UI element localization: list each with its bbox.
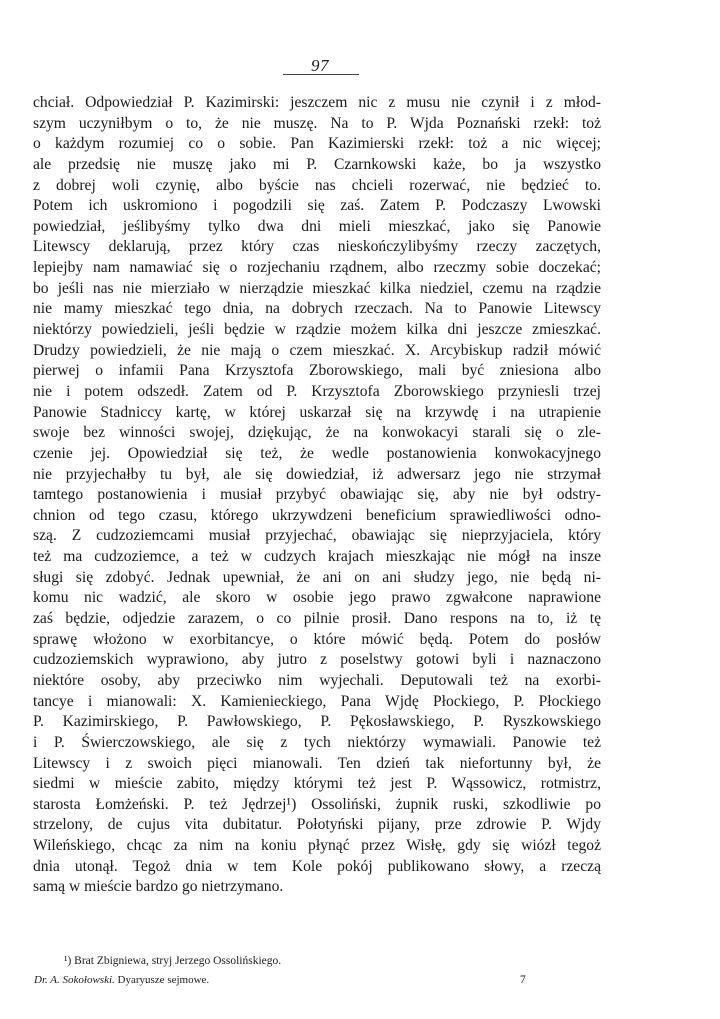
- text-line: siedmi w mieście zabito, między którymi też jest P. Wąssowicz, rotmistrz,: [33, 775, 601, 793]
- text-line: szą. Z cudzoziemcami musiał przyjechać, obawiając się nieprzyjaciela, który: [33, 527, 601, 545]
- footnote: [64, 955, 281, 967]
- text-line: z dobrej woli czynię, albo byście nas chcieli rozerwać, nie będzieć to.: [33, 176, 601, 194]
- body-text: [33, 93, 601, 898]
- text-line: Panowie Stadniccy kartę, w której uskarzał się na krzywdę i na utrapienie: [33, 403, 601, 421]
- text-line: P. Kazimirskiego, P. Pawłowskiego, P. Pękosławskiego, P. Ryszkowskiego: [33, 713, 601, 731]
- text-line: cudzoziemskich wyprawiono, aby jutro z poselstwy gotowi byli i naznaczono: [33, 651, 601, 669]
- text-line: tamtego postanowienia i musiał przybyć obawiając się, aby nie był odstry-: [33, 486, 601, 504]
- text-line: niektórzy powiedzieli, jeśli będzie w rządzie możem kilka dni jeszcze zmieszkać.: [33, 321, 601, 339]
- signature-title: Dyaryusze sejmowe.: [117, 974, 210, 986]
- text-line: o każdym rozumiej co o sobie. Pan Kazimierski rzekł: toż a nic więcej;: [33, 135, 601, 153]
- page-number: 97: [311, 56, 329, 75]
- text-line: sprawę włożono w exorbitancye, o które mówić będą. Potem do posłów: [33, 630, 601, 648]
- text-line: zaś będzie, odjedzie zarazem, o co pilnie prosił. Dano respons na to, iż tę: [33, 610, 601, 628]
- text-line: nie i potem odszedł. Zatem od P. Krzysztofa Zborowskiego przyniesli trzej: [33, 382, 601, 400]
- footnote-marker: ¹): [64, 955, 72, 967]
- text-line: pierwej o infamii Pana Krzysztofa Zborowskiego, mali być zniesiona albo: [33, 362, 601, 380]
- text-line: Litewscy i z swoich pięci mianowali. Ten dzień tak niefortunny był, że: [33, 754, 601, 772]
- text-line: też ma cudzoziemce, a też w cudzych krajach mieszkając nie mógł na insze: [33, 548, 601, 566]
- text-line: nie przyjechałby tu był, ale się dowiedział, iż adwersarz jego nie strzymał: [33, 465, 601, 483]
- text-line: ale przedsię nie muszę jako mi P. Czarnkowski każe, bo ja wszystko: [33, 155, 601, 173]
- text-line: bo jeśli nas nie mierziało w nierządzie mieszkać kilka niedziel, czemu na rządzie: [33, 279, 601, 297]
- text-line: powiedział, jeślibyśmy tylko dwa dni mieli mieszkać, jako się Panowie: [33, 217, 601, 235]
- text-line: Litewscy deklarują, przez który czas nieskończylibyśmy rzeczy zaczętych,: [33, 238, 601, 256]
- text-line: i P. Świerczowskiego, ale się z tych niektórzy wymawiali. Panowie też: [33, 733, 601, 751]
- text-line: tancye i mianowali: X. Kamienieckiego, Pana Wjdę Płockiego, P. Płockiego: [33, 692, 601, 710]
- text-line: sługi się zdobyć. Jednak upewniał, że ani on ani słudzy jego, nie będą ni-: [33, 568, 601, 586]
- signature-mark: 7: [520, 974, 526, 986]
- footnote-text: Brat Zbigniewa, stryj Jerzego Ossolińskiego.: [74, 955, 282, 967]
- text-line: chnion od tego czasu, którego ukrzywdzeni beneficium sprawiedliwości odno-: [33, 506, 601, 524]
- text-line: starosta Łomżeński. P. też Jędrzej¹) Ossoliński, żupnik ruski, szkodliwie po: [33, 795, 601, 813]
- text-line: dnia utonął. Tegoż dnia w tem Kole pokój publikowano słowy, a rzeczą: [33, 857, 601, 875]
- text-line: Wileńskiego, chcąc za nim na koniu płynąć przez Wisłę, gdy się wiózł tegoż: [33, 837, 601, 855]
- printer-signature: [34, 974, 534, 986]
- text-line: nie mamy mieszkać tego dnia, na dobrych rzeczach. Na to Panowie Litewscy: [33, 300, 601, 318]
- text-line: strzelony, de cujus vita dubitatur. Połotyński pijany, prze zdrowie P. Wjdy: [33, 816, 601, 834]
- text-line: szym uczyniłbym o to, że nie muszę. Na to P. Wjda Poznański rzekł: toż: [33, 114, 601, 132]
- text-line: chciał. Odpowiedział P. Kazimirski: jeszczem nic z musu nie czynił i z młod-: [33, 94, 601, 111]
- text-line: lepiejby nam namawiać się o rozjechaniu rządnem, albo rzeczmy sobie doczekać;: [33, 259, 601, 277]
- text-line: czenie jej. Opowiedział się też, że wedle postanowienia konwokacyjnego: [33, 444, 601, 462]
- text-line: swoje bez winności swojej, dziękując, że na konwokacyi starali się o zle-: [33, 424, 601, 442]
- text-line: komu nic wadzić, ale skoro w osobie jego prawo zgwałcone naprawione: [33, 589, 601, 607]
- signature-author: Dr. A. Sokołowski.: [34, 974, 115, 986]
- text-line: niektóre osoby, aby przeciwko nim wyjechali. Deputowali też na exorbi-: [33, 671, 601, 689]
- text-line: Potem ich uskromiono i pogodzili się zaś. Zatem P. Podczaszy Lwowski: [33, 197, 601, 215]
- text-line: Drudzy powiedzieli, że nie mają o czem mieszkać. X. Arcybiskup radził mówić: [33, 341, 601, 359]
- page-number-underline: [283, 74, 359, 75]
- text-line: samą w mieście bardzo go nietrzymano.: [33, 878, 284, 896]
